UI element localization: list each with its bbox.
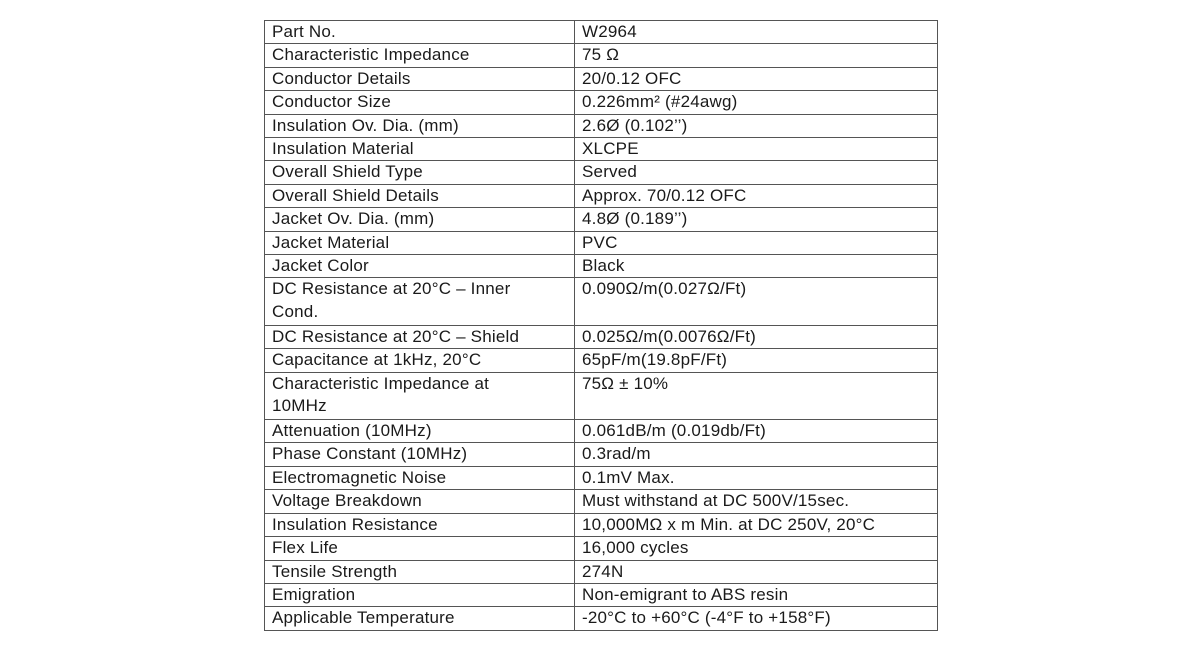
spec-value: 20/0.12 OFC [575,67,938,90]
table-row [265,161,938,184]
spec-value: Non-emigrant to ABS resin [575,583,938,606]
spec-key: Jacket Material [265,231,575,254]
spec-key: Insulation Resistance [265,513,575,536]
table-row [265,583,938,606]
spec-key: Voltage Breakdown [265,490,575,513]
spec-key: Jacket Ov. Dia. (mm) [265,208,575,231]
table-row [265,278,938,325]
table-row [265,114,938,137]
spec-key: Part No. [265,21,575,44]
spec-value: 274N [575,560,938,583]
table-row [265,420,938,443]
spec-value: 75 Ω [575,44,938,67]
spec-value: 4.8Ø (0.189’’) [575,208,938,231]
spec-value: 0.226mm² (#24awg) [575,91,938,114]
spec-key: Characteristic Impedance [265,44,575,67]
table-row [265,325,938,348]
spec-value: PVC [575,231,938,254]
spec-key: Tensile Strength [265,560,575,583]
spec-value: 75Ω ± 10% [575,372,938,419]
spec-value: Must withstand at DC 500V/15sec. [575,490,938,513]
table-row [265,184,938,207]
spec-value: XLCPE [575,138,938,161]
spec-key: Overall Shield Type [265,161,575,184]
table-row [265,466,938,489]
spec-key: Insulation Material [265,138,575,161]
table-row [265,67,938,90]
table-row [265,537,938,560]
spec-key: Characteristic Impedance at 10MHz [265,372,575,419]
spec-key: Attenuation (10MHz) [265,420,575,443]
spec-key: Electromagnetic Noise [265,466,575,489]
table-row [265,208,938,231]
spec-key: DC Resistance at 20°C – Inner Cond. [265,278,575,325]
table-row [265,255,938,278]
spec-key: Flex Life [265,537,575,560]
spec-key: Conductor Details [265,67,575,90]
spec-table-body [265,21,938,631]
spec-value: -20°C to +60°C (-4°F to +158°F) [575,607,938,630]
spec-key: Jacket Color [265,255,575,278]
spec-key: DC Resistance at 20°C – Shield [265,325,575,348]
spec-key: Insulation Ov. Dia. (mm) [265,114,575,137]
spec-value: 0.1mV Max. [575,466,938,489]
spec-value: 16,000 cycles [575,537,938,560]
spec-value: Served [575,161,938,184]
spec-value: Black [575,255,938,278]
table-row [265,513,938,536]
table-row [265,560,938,583]
table-row [265,372,938,419]
spec-value: 10,000MΩ x m Min. at DC 250V, 20°C [575,513,938,536]
spec-value: 0.3rad/m [575,443,938,466]
spec-value: 0.061dB/m (0.019db/Ft) [575,420,938,443]
spec-value: 0.025Ω/m(0.0076Ω/Ft) [575,325,938,348]
table-row [265,443,938,466]
spec-key: Emigration [265,583,575,606]
table-row [265,91,938,114]
spec-key: Applicable Temperature [265,607,575,630]
table-row [265,490,938,513]
table-row [265,21,938,44]
table-row [265,138,938,161]
spec-key: Overall Shield Details [265,184,575,207]
spec-key: Conductor Size [265,91,575,114]
spec-value: 0.090Ω/m(0.027Ω/Ft) [575,278,938,325]
spec-value: Approx. 70/0.12 OFC [575,184,938,207]
spec-value: 65pF/m(19.8pF/Ft) [575,349,938,372]
table-row [265,607,938,630]
spec-value: W2964 [575,21,938,44]
table-row [265,44,938,67]
spec-table [264,20,938,631]
spec-key: Capacitance at 1kHz, 20°C [265,349,575,372]
table-row [265,349,938,372]
spec-value: 2.6Ø (0.102’’) [575,114,938,137]
table-row [265,231,938,254]
spec-key: Phase Constant (10MHz) [265,443,575,466]
